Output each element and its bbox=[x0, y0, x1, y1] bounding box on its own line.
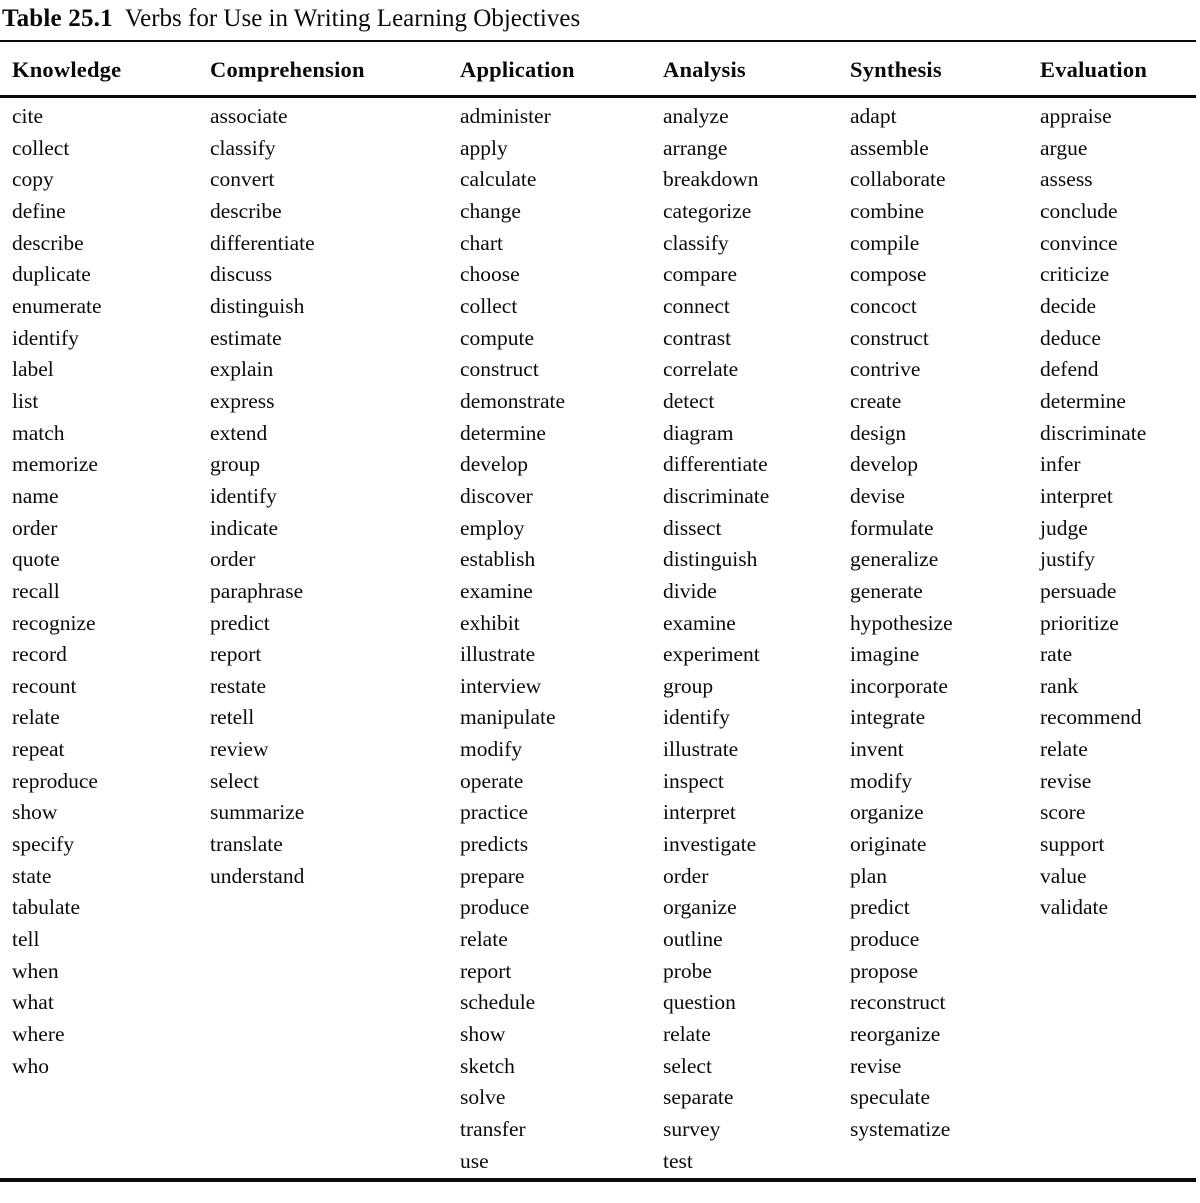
verb-cell: chart bbox=[460, 230, 503, 255]
verb-cell: recommend bbox=[1040, 705, 1142, 730]
column-header-synthesis: Synthesis bbox=[850, 57, 942, 82]
verb-cell: collaborate bbox=[850, 167, 946, 192]
verb-cell: experiment bbox=[663, 642, 760, 667]
table-body bbox=[0, 98, 1200, 1177]
verb-cell: integrate bbox=[850, 705, 926, 730]
verb-cell: review bbox=[210, 737, 269, 762]
verb-cell: persuade bbox=[1040, 578, 1117, 603]
verb-cell: determine bbox=[460, 420, 546, 445]
verb-cell: dissect bbox=[663, 515, 722, 540]
verb-cell: generate bbox=[850, 578, 923, 603]
verb-cell: investigate bbox=[663, 832, 757, 857]
verb-cell: relate bbox=[1040, 737, 1088, 762]
verb-cell: analyze bbox=[663, 104, 729, 128]
verb-cell: match bbox=[12, 420, 65, 445]
verb-cell: discriminate bbox=[663, 483, 770, 508]
verb-cell: prepare bbox=[460, 863, 525, 888]
table-caption bbox=[0, 0, 1196, 42]
verb-cell: construct bbox=[850, 325, 929, 350]
verb-cell: produce bbox=[460, 895, 530, 920]
verb-cell: compose bbox=[850, 262, 927, 287]
verb-cell: specify bbox=[12, 832, 75, 857]
verb-cell: operate bbox=[460, 768, 524, 793]
verb-cell: probe bbox=[663, 958, 712, 983]
verb-cell: copy bbox=[12, 167, 54, 192]
verb-cell: devise bbox=[850, 483, 905, 508]
verb-cell: retell bbox=[210, 705, 255, 730]
verb-cell: survey bbox=[663, 1117, 721, 1141]
verb-cell: judge bbox=[1040, 515, 1088, 540]
verb-column-analysis bbox=[663, 101, 850, 1177]
verb-cell: report bbox=[210, 642, 262, 667]
verb-cell: predict bbox=[850, 895, 910, 920]
verb-cell: transfer bbox=[460, 1117, 526, 1141]
verb-cell: predicts bbox=[460, 832, 529, 857]
verb-cell: collect bbox=[12, 135, 70, 160]
table-title: Verbs for Use in Writing Learning Objectives bbox=[124, 5, 581, 32]
verb-column-synthesis bbox=[850, 101, 1040, 1146]
verb-cell: adapt bbox=[850, 104, 897, 128]
verb-cell: compute bbox=[460, 325, 535, 350]
verb-cell: calculate bbox=[460, 167, 537, 192]
verb-cell: manipulate bbox=[460, 705, 556, 730]
verb-cell: record bbox=[12, 642, 67, 667]
verb-cell: deduce bbox=[1040, 325, 1101, 350]
verb-cell: change bbox=[460, 198, 521, 223]
verb-cell: show bbox=[12, 800, 58, 825]
verb-cell: interpret bbox=[1040, 483, 1113, 508]
verb-cell: establish bbox=[460, 547, 536, 572]
verb-column-knowledge bbox=[12, 101, 210, 1082]
verb-cell: design bbox=[850, 420, 907, 445]
verb-cell: discover bbox=[460, 483, 533, 508]
verb-cell: question bbox=[663, 990, 736, 1015]
table-number: Table 25.1 bbox=[2, 5, 113, 32]
verb-cell: express bbox=[210, 388, 275, 413]
verb-cell: illustrate bbox=[460, 642, 536, 667]
verb-cell: translate bbox=[210, 832, 283, 857]
verb-cell: divide bbox=[663, 578, 717, 603]
verb-cell: examine bbox=[663, 610, 736, 635]
verb-cell: order bbox=[210, 547, 256, 572]
verb-cell: arrange bbox=[663, 135, 728, 160]
verb-cell: speculate bbox=[850, 1085, 930, 1110]
verb-cell: detect bbox=[663, 388, 715, 413]
verb-cell: interview bbox=[460, 673, 542, 698]
verb-cell: associate bbox=[210, 104, 288, 128]
verb-cell: choose bbox=[460, 262, 520, 287]
verb-cell: classify bbox=[663, 230, 729, 255]
verb-cell: use bbox=[460, 1148, 489, 1173]
verb-cell: compare bbox=[663, 262, 738, 287]
verb-cell: employ bbox=[460, 515, 525, 540]
verb-cell: develop bbox=[460, 452, 529, 477]
verb-cell: quote bbox=[12, 547, 60, 572]
verb-cell: formulate bbox=[850, 515, 934, 540]
verb-cell: relate bbox=[663, 1022, 711, 1047]
verb-cell: order bbox=[12, 515, 58, 540]
verb-cell: reorganize bbox=[850, 1022, 941, 1047]
verb-cell: select bbox=[210, 768, 259, 793]
verb-cell: outline bbox=[663, 927, 723, 952]
table-bottom-rule bbox=[0, 1178, 1196, 1182]
verb-cell: define bbox=[12, 198, 66, 223]
verb-cell: inspect bbox=[663, 768, 724, 793]
verb-cell: group bbox=[663, 673, 714, 698]
verb-cell: propose bbox=[850, 958, 919, 983]
verb-cell: discriminate bbox=[1040, 420, 1147, 445]
verb-cell: exhibit bbox=[460, 610, 520, 635]
verb-cell: classify bbox=[210, 135, 276, 160]
verb-cell: what bbox=[12, 990, 54, 1015]
verb-cell: differentiate bbox=[210, 230, 315, 255]
verb-cell: originate bbox=[850, 832, 927, 857]
column-header-comprehension: Comprehension bbox=[210, 57, 365, 82]
verb-cell: reproduce bbox=[12, 768, 98, 793]
verb-cell: revise bbox=[850, 1053, 902, 1078]
verb-cell: tell bbox=[12, 927, 40, 952]
verb-cell: list bbox=[12, 388, 39, 413]
verb-cell: hypothesize bbox=[850, 610, 953, 635]
column-header-analysis: Analysis bbox=[663, 57, 746, 82]
verb-cell: test bbox=[663, 1148, 693, 1173]
verb-cell: sketch bbox=[460, 1053, 515, 1078]
verb-cell: relate bbox=[12, 705, 60, 730]
verb-cell: develop bbox=[850, 452, 919, 477]
verb-cell: apply bbox=[460, 135, 508, 160]
verb-cell: memorize bbox=[12, 452, 98, 477]
verb-cell: order bbox=[663, 863, 709, 888]
verb-cell: understand bbox=[210, 863, 305, 888]
verb-cell: tabulate bbox=[12, 895, 81, 920]
verb-cell: schedule bbox=[460, 990, 536, 1015]
verb-cell: create bbox=[850, 388, 902, 413]
verb-cell: duplicate bbox=[12, 262, 91, 287]
verb-cell: who bbox=[12, 1053, 50, 1078]
verb-cell: organize bbox=[663, 895, 737, 920]
verb-cell: breakdown bbox=[663, 167, 759, 192]
verb-cell: extend bbox=[210, 420, 268, 445]
verb-cell: discuss bbox=[210, 262, 273, 287]
verb-cell: collect bbox=[460, 293, 518, 318]
verb-cell: differentiate bbox=[663, 452, 768, 477]
column-header-application: Application bbox=[460, 57, 575, 82]
verb-cell: illustrate bbox=[663, 737, 739, 762]
verb-cell: examine bbox=[460, 578, 533, 603]
verb-cell: categorize bbox=[663, 198, 752, 223]
verb-column-evaluation bbox=[1040, 101, 1200, 924]
verb-cell: criticize bbox=[1040, 262, 1110, 287]
verb-cell: plan bbox=[850, 863, 888, 888]
verb-cell: revise bbox=[1040, 768, 1092, 793]
verb-cell: justify bbox=[1040, 547, 1095, 572]
verb-column-application bbox=[460, 101, 663, 1177]
verb-cell: compile bbox=[850, 230, 920, 255]
verb-cell: value bbox=[1040, 863, 1087, 888]
verb-cell: describe bbox=[12, 230, 84, 255]
verb-cell: invent bbox=[850, 737, 904, 762]
verb-cell: predict bbox=[210, 610, 270, 635]
table-header-row bbox=[0, 42, 1196, 98]
verb-cell: solve bbox=[460, 1085, 506, 1110]
verb-cell: reconstruct bbox=[850, 990, 946, 1015]
verb-cell: rank bbox=[1040, 673, 1079, 698]
verb-cell: support bbox=[1040, 832, 1105, 857]
verb-cell: rate bbox=[1040, 642, 1073, 667]
verb-cell: identify bbox=[663, 705, 730, 730]
verb-cell: contrive bbox=[850, 357, 921, 382]
column-header-evaluation: Evaluation bbox=[1040, 57, 1148, 82]
verb-cell: connect bbox=[663, 293, 730, 318]
verb-cell: when bbox=[12, 958, 59, 983]
verb-cell: imagine bbox=[850, 642, 920, 667]
verb-cell: state bbox=[12, 863, 52, 888]
verb-cell: interpret bbox=[663, 800, 736, 825]
verb-cell: separate bbox=[663, 1085, 734, 1110]
verb-cell: assemble bbox=[850, 135, 929, 160]
verb-cell: modify bbox=[460, 737, 523, 762]
verb-cell: systematize bbox=[850, 1117, 951, 1141]
verb-cell: combine bbox=[850, 198, 925, 223]
verb-cell: determine bbox=[1040, 388, 1126, 413]
verb-cell: distinguish bbox=[663, 547, 758, 572]
column-header-knowledge: Knowledge bbox=[12, 57, 122, 82]
verb-cell: concoct bbox=[850, 293, 917, 318]
verb-cell: practice bbox=[460, 800, 529, 825]
verb-cell: organize bbox=[850, 800, 924, 825]
verb-cell: score bbox=[1040, 800, 1086, 825]
verb-cell: explain bbox=[210, 357, 274, 382]
verb-cell: infer bbox=[1040, 452, 1081, 477]
verb-cell: produce bbox=[850, 927, 920, 952]
verb-cell: convert bbox=[210, 167, 275, 192]
verb-cell: recount bbox=[12, 673, 77, 698]
verb-cell: argue bbox=[1040, 135, 1088, 160]
verb-cell: where bbox=[12, 1022, 65, 1047]
verb-cell: estimate bbox=[210, 325, 282, 350]
verb-cell: indicate bbox=[210, 515, 279, 540]
verb-cell: group bbox=[210, 452, 261, 477]
verb-cell: administer bbox=[460, 104, 551, 128]
verb-cell: label bbox=[12, 357, 54, 382]
verb-cell: correlate bbox=[663, 357, 739, 382]
verb-cell: recall bbox=[12, 578, 60, 603]
verb-cell: summarize bbox=[210, 800, 305, 825]
verb-cell: name bbox=[12, 483, 59, 508]
verb-cell: identify bbox=[12, 325, 79, 350]
verb-cell: recognize bbox=[12, 610, 96, 635]
verb-cell: select bbox=[663, 1053, 712, 1078]
verb-cell: appraise bbox=[1040, 104, 1112, 128]
verb-cell: decide bbox=[1040, 293, 1097, 318]
verb-cell: prioritize bbox=[1040, 610, 1119, 635]
verb-cell: generalize bbox=[850, 547, 939, 572]
verb-cell: report bbox=[460, 958, 512, 983]
verb-cell: assess bbox=[1040, 167, 1093, 192]
verb-cell: contrast bbox=[663, 325, 732, 350]
verb-cell: diagram bbox=[663, 420, 734, 445]
verb-cell: repeat bbox=[12, 737, 65, 762]
verb-cell: demonstrate bbox=[460, 388, 566, 413]
verb-cell: construct bbox=[460, 357, 539, 382]
verb-cell: relate bbox=[460, 927, 508, 952]
verb-cell: defend bbox=[1040, 357, 1099, 382]
verb-cell: convince bbox=[1040, 230, 1118, 255]
verb-cell: distinguish bbox=[210, 293, 305, 318]
verb-cell: conclude bbox=[1040, 198, 1118, 223]
verb-cell: show bbox=[460, 1022, 506, 1047]
verb-cell: validate bbox=[1040, 895, 1109, 920]
verb-cell: describe bbox=[210, 198, 282, 223]
verb-cell: incorporate bbox=[850, 673, 948, 698]
verb-cell: modify bbox=[850, 768, 913, 793]
verb-cell: cite bbox=[12, 104, 44, 128]
verb-cell: restate bbox=[210, 673, 267, 698]
verb-cell: identify bbox=[210, 483, 277, 508]
verb-cell: paraphrase bbox=[210, 578, 304, 603]
verb-cell: enumerate bbox=[12, 293, 102, 318]
verb-column-comprehension bbox=[210, 101, 460, 892]
